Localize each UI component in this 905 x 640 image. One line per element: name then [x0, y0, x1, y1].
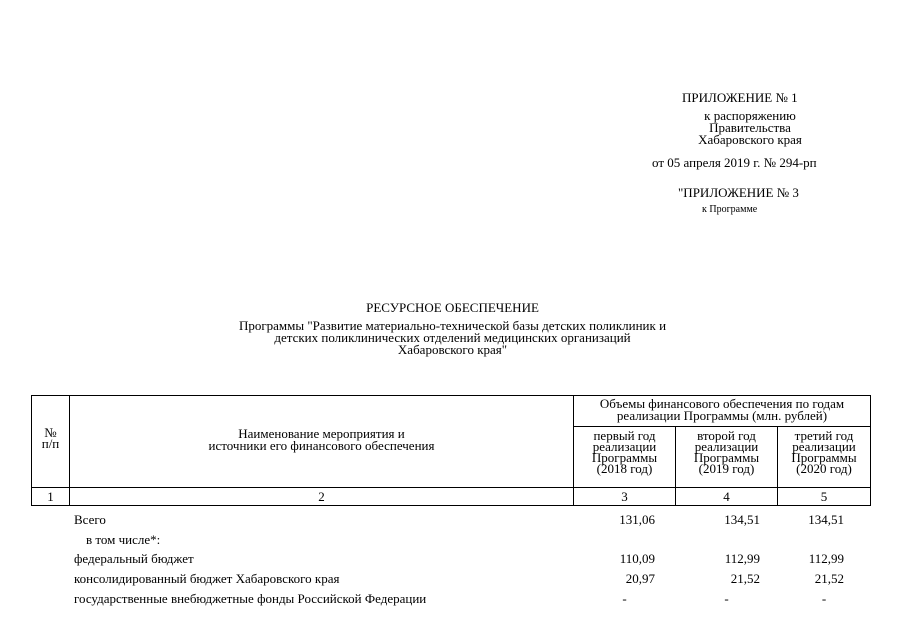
header-number-line-1: № [44, 425, 57, 440]
row-value-2018: - [622, 591, 627, 606]
header-year-3-line-1: третий год [794, 428, 854, 443]
header-year-2-line-3: Программы [693, 450, 760, 465]
row-name: Всего [74, 512, 106, 527]
appendix-3-title: "ПРИЛОЖЕНИЕ № 3 [678, 185, 799, 200]
column-index-4: 4 [723, 489, 730, 504]
appendix-1-line-2: Правительства [709, 120, 791, 135]
header-year-1 [574, 430, 675, 474]
appendix-1-date: от 05 апреля 2019 г. № 294-рп [652, 155, 817, 170]
row-value-2018: 20,97 [625, 571, 655, 586]
row-value-2019: 21,52 [730, 571, 760, 586]
appendix-1-line-1: к распоряжению [704, 108, 796, 123]
column-index-3: 3 [621, 489, 628, 504]
header-number-line-2: п/п [41, 436, 60, 451]
appendix-1-addressee [660, 110, 840, 146]
header-year-2-line-1: второй год [697, 428, 756, 443]
program-name-line-2: детских поликлинических отделений медицинских организаций [274, 330, 631, 345]
header-year-3 [778, 430, 870, 474]
row-value-2020: 112,99 [808, 551, 844, 566]
header-name-line-2: источники его финансового обеспечения [208, 438, 435, 453]
header-year-3-line-2: реализации [792, 439, 856, 454]
header-name [70, 428, 573, 452]
row-value-2019: - [724, 591, 729, 606]
row-value-2020: 134,51 [808, 512, 844, 527]
column-index-1: 1 [47, 489, 54, 504]
column-index-5: 5 [820, 489, 828, 504]
appendix-1-line-3: Хабаровского края [698, 132, 802, 147]
row-name: консолидированный бюджет Хабаровского края [74, 571, 340, 586]
header-year-3-line-3: Программы [791, 450, 857, 465]
row-name: государственные внебюджетные фонды Российской Федерации [74, 591, 427, 606]
row-value-2020: 21,52 [814, 571, 844, 586]
header-year-3-line-4: (2020 год) [796, 461, 852, 476]
header-funding-group-line-1: Объемы финансового обеспечения по годам [599, 396, 845, 411]
header-year-2-line-2: реализации [694, 439, 759, 454]
header-year-1-line-1: первый год [593, 428, 656, 443]
row-value-2018: 131,06 [619, 512, 655, 527]
row-value-2018: 110,09 [619, 551, 655, 566]
header-funding-group [574, 398, 870, 422]
row-value-2019: 134,51 [724, 512, 760, 527]
header-year-2-line-4: (2019 год) [698, 461, 755, 476]
program-name-line-1: Программы "Развитие материально-технической базы детских поликлиник и [238, 318, 667, 333]
header-number [32, 427, 69, 449]
program-name-line-3: Хабаровского края" [397, 342, 508, 357]
program-name [0, 320, 905, 356]
document-heading: РЕСУРСНОЕ ОБЕСПЕЧЕНИЕ [366, 300, 539, 315]
header-funding-group-line-2: реализации Программы (млн. рублей) [616, 408, 828, 423]
header-year-1-line-2: реализации [592, 439, 657, 454]
header-name-line-1: Наименование мероприятия и [238, 426, 405, 441]
header-year-1-line-3: Программы [591, 450, 658, 465]
appendix-3-subtitle: к Программе [702, 204, 758, 215]
header-year-1-line-4: (2018 год) [596, 461, 653, 476]
row-name: федеральный бюджет [74, 551, 194, 566]
row-value-2020: - [821, 591, 827, 606]
header-year-2 [676, 430, 777, 474]
appendix-1-title: ПРИЛОЖЕНИЕ № 1 [682, 90, 798, 105]
column-index-2: 2 [318, 489, 325, 504]
row-name: в том числе*: [86, 532, 161, 547]
row-value-2019: 112,99 [724, 551, 760, 566]
